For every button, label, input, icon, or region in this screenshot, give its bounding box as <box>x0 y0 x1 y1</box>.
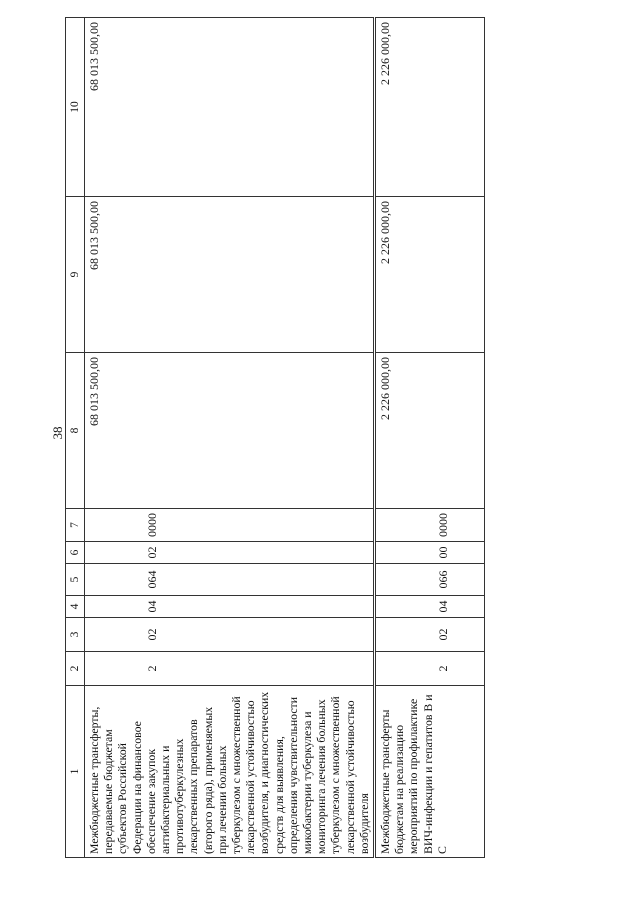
column-header: 7 <box>66 509 85 542</box>
cell-value: 02 <box>85 542 375 564</box>
column-header: 4 <box>66 596 85 618</box>
row-description: Межбюджетные трансферты бюджетам на реализацию мероприятий по профилактике ВИЧ-инфекции и гепатитов В и С <box>375 686 485 858</box>
row-description: Межбюджетные трансферты, передаваемые бюджетам субъектов Российской Федерации на финансовое обеспечение закупок антибактериальных и противотуберкулезных лекарственных препаратов (второго ряда), применяемых при лечении больных туберкулезом с множественной лекарственной устойчивостью возбудителя, и диагностических средств для выявления, определения чувствительности микобактерии туберкулеза и мониторинга лечения больных туберкулезом с множественной лекарственной устойчивостью возбудителя <box>85 686 375 858</box>
cell-value: 02 <box>85 618 375 652</box>
column-header: 3 <box>66 618 85 652</box>
cell-amount: 68 013 500,00 <box>85 197 375 353</box>
cell-value: 02 <box>375 618 485 652</box>
table-rotation-frame <box>65 18 485 858</box>
column-header: 6 <box>66 542 85 564</box>
table-row <box>85 18 375 858</box>
cell-value: 2 <box>85 652 375 686</box>
cell-value: 0000 <box>375 509 485 542</box>
column-header: 1 <box>66 686 85 858</box>
cell-amount: 2 226 000,00 <box>375 197 485 353</box>
table-header-row <box>66 18 85 858</box>
budget-table-container <box>65 18 485 858</box>
cell-value: 04 <box>85 596 375 618</box>
cell-value: 064 <box>85 564 375 596</box>
column-header: 2 <box>66 652 85 686</box>
column-header: 9 <box>66 197 85 353</box>
column-header: 5 <box>66 564 85 596</box>
column-header: 8 <box>66 353 85 509</box>
cell-amount: 2 226 000,00 <box>375 18 485 197</box>
cell-value: 0000 <box>85 509 375 542</box>
cell-value: 04 <box>375 596 485 618</box>
budget-table <box>65 17 485 858</box>
cell-value: 066 <box>375 564 485 596</box>
cell-value: 00 <box>375 542 485 564</box>
page-number: 38 <box>50 426 65 440</box>
cell-amount: 68 013 500,00 <box>85 353 375 509</box>
column-header: 10 <box>66 18 85 197</box>
cell-value: 2 <box>375 652 485 686</box>
table-row <box>375 18 485 858</box>
cell-amount: 68 013 500,00 <box>85 18 375 197</box>
cell-amount: 2 226 000,00 <box>375 353 485 509</box>
